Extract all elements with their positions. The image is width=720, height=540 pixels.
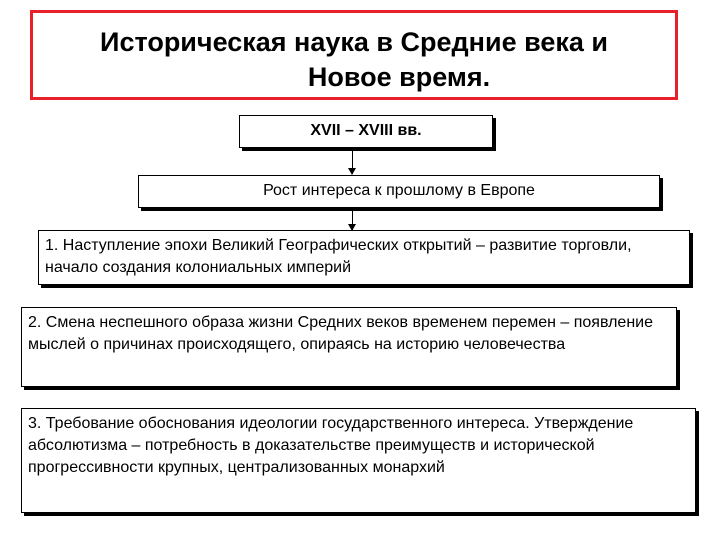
cause-box-3: 3. Требование обоснования идеологии государственного интереса. Утверждение абсолютизма – потребность в доказательстве преимуществ и исторической прогрессивности крупных, централизованных монархий [21,408,696,513]
growth-box: Рост интереса к прошлому в Европе [138,175,660,208]
arrow-head [348,168,356,175]
title-line-2: Новое время. [307,62,491,92]
cause-box-2: 2. Смена неспешного образа жизни Средних веков временем перемен – появление мыслей о причинах происходящего, опираясь на историю человечества [21,307,677,387]
title-box [30,10,678,100]
period-box: XVII – XVIII вв. [239,115,493,148]
arrow-period-to-growth [352,150,353,174]
arrow-growth-to-causes [352,210,353,230]
cause-box-1: 1. Наступление эпохи Великий Географических открытий – развитие торговли, начало создания колониальных империй [38,230,690,285]
title-line-1: Историческая наука в Средние века и [100,27,608,57]
